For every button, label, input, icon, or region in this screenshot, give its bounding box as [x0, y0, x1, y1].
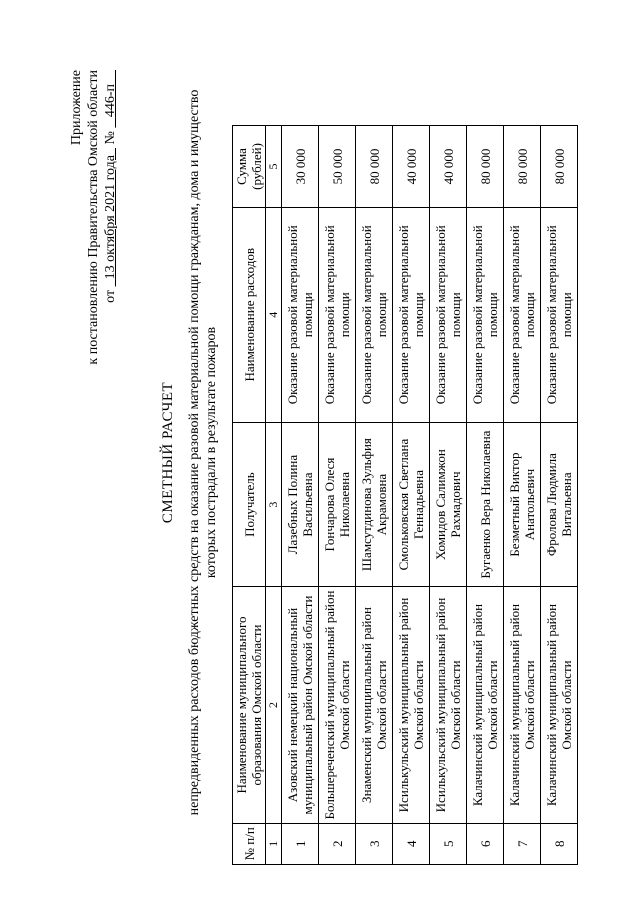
table-row	[430, 126, 467, 865]
cell-recipient: Гончарова Олеся Николаевна	[319, 422, 356, 587]
cell-municipality: Знаменский муниципальный район Омской области	[356, 587, 393, 823]
cell-sum: 30 000	[282, 126, 319, 208]
cell-number: 2	[319, 823, 356, 864]
cell-recipient: Бугаенко Вера Николаевна	[467, 422, 504, 587]
column-number: 5	[266, 126, 282, 208]
cell-expense: Оказание разовой материальной помощи	[393, 207, 430, 422]
column-number: 4	[266, 207, 282, 422]
cell-recipient: Фролова Людмила Витальевна	[541, 422, 578, 587]
appendix-date: 13 октября 2021 года	[103, 155, 118, 280]
doc-subtitle-line1: непредвиденных расходов бюджетных средств на оказание разовой материальной помощи гражданам, дома и имущество	[187, 89, 202, 816]
table-row	[467, 126, 504, 865]
table-row	[319, 126, 356, 865]
cell-expense: Оказание разовой материальной помощи	[282, 207, 319, 422]
header-expense: Наименование расходов	[233, 207, 266, 422]
appendix-line: к постановлению Правительства Омской области	[86, 70, 101, 365]
cell-municipality: Большереченский муниципальный район Омской области	[319, 587, 356, 823]
cell-recipient: Безметный Виктор Анатольевич	[504, 422, 541, 587]
cell-expense: Оказание разовой материальной помощи	[504, 207, 541, 422]
table-row	[393, 126, 430, 865]
column-number: 2	[266, 587, 282, 823]
cell-number: 4	[393, 823, 430, 864]
cell-sum: 40 000	[430, 126, 467, 208]
cell-sum: 50 000	[319, 126, 356, 208]
doc-subtitle-line2: которых пострадали в результате пожаров	[204, 326, 219, 579]
table-row	[356, 126, 393, 865]
cell-municipality: Исилькульский муниципальный район Омской области	[393, 587, 430, 823]
appendix-date-line	[102, 70, 119, 365]
cell-number: 5	[430, 823, 467, 864]
cell-expense: Оказание разовой материальной помощи	[541, 207, 578, 422]
cell-sum: 80 000	[356, 126, 393, 208]
header-number: № п/п	[233, 823, 266, 864]
cell-expense: Оказание разовой материальной помощи	[430, 207, 467, 422]
cell-recipient: Хомидов Салимжон Рахмадович	[430, 422, 467, 587]
column-number: 1	[266, 823, 282, 864]
table-row	[282, 126, 319, 865]
cell-municipality: Калачинский муниципальный район Омской области	[467, 587, 504, 823]
cell-number: 6	[467, 823, 504, 864]
column-number-row	[266, 126, 282, 865]
cell-recipient: Смольковская Светлана Геннадьевна	[393, 422, 430, 587]
cell-sum: 40 000	[393, 126, 430, 208]
cell-recipient: Шамсутдинова Зульфия Акрамовна	[356, 422, 393, 587]
header-row	[233, 126, 266, 865]
column-number: 3	[266, 422, 282, 587]
header-municipality: Наименование муниципального образования Омской области	[233, 587, 266, 823]
cell-expense: Оказание разовой материальной помощи	[467, 207, 504, 422]
cell-number: 8	[541, 823, 578, 864]
cell-municipality: Азовский немецкий национальный муниципальный район Омской области	[282, 587, 319, 823]
table-row	[504, 126, 541, 865]
estimate-table	[232, 125, 578, 865]
cell-expense: Оказание разовой материальной помощи	[356, 207, 393, 422]
date-prefix: от	[103, 289, 118, 303]
cell-number: 1	[282, 823, 319, 864]
cell-recipient: Лазебных Полина Васильевна	[282, 422, 319, 587]
header-sum: Сумма (рублей)	[233, 126, 266, 208]
cell-sum: 80 000	[541, 126, 578, 208]
cell-municipality: Калачинский муниципальный район Омской области	[541, 587, 578, 823]
appendix-number: 446-п	[103, 84, 118, 118]
appendix-block	[68, 70, 119, 365]
appendix-title: Приложение	[69, 70, 84, 146]
cell-sum: 80 000	[504, 126, 541, 208]
cell-number: 7	[504, 823, 541, 864]
number-prefix: №	[103, 131, 118, 145]
cell-sum: 80 000	[467, 126, 504, 208]
cell-expense: Оказание разовой материальной помощи	[319, 207, 356, 422]
header-recipient: Получатель	[233, 422, 266, 587]
cell-municipality: Калачинский муниципальный район Омской области	[504, 587, 541, 823]
cell-municipality: Исилькульский муниципальный район Омской области	[430, 587, 467, 823]
doc-title: СМЕТНЫЙ РАСЧЕТ	[160, 381, 176, 524]
table-row	[541, 126, 578, 865]
cell-number: 3	[356, 823, 393, 864]
